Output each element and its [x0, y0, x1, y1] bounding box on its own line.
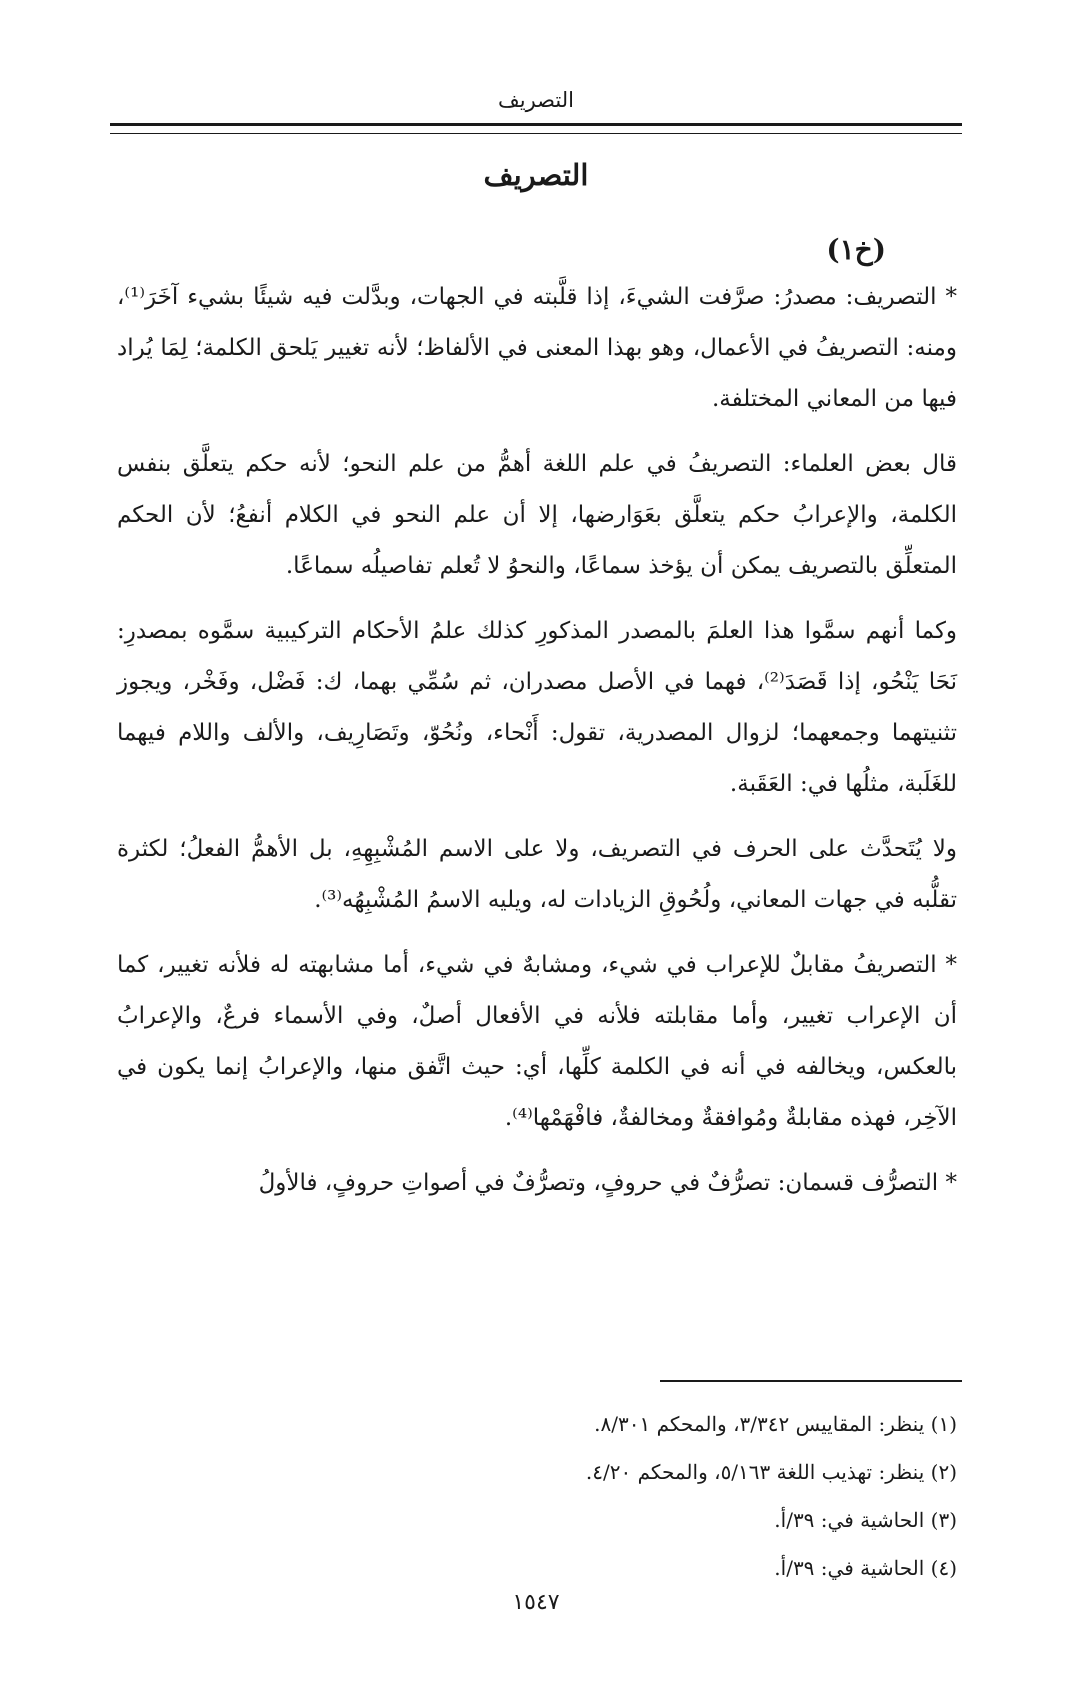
manuscript-marker: (خ١) [826, 233, 886, 266]
footnote: (١) ينظر: المقاييس ٣/٣٤٢، والمحكم ٨/٣٠١. [594, 1412, 957, 1436]
page-number: ١٥٤٧ [512, 1590, 560, 1615]
paragraph: * التصريف: مصدرُ: صرَّفت الشيءَ، إذا قلَّبته في الجهات، وبدَّلت فيه شيئًا بشيء آخَرَ⁽¹⁾، ومنه: التصريفُ في الأعمال، وهو بهذا المعنى في الألفاظ؛ لأنه تغيير يَلحق الكلمة؛ لِمَا يُراد فيها من المعاني المختلفة. [117, 284, 957, 412]
footnote-separator [660, 1380, 962, 1382]
footnote: (٢) ينظر: تهذيب اللغة ٥/١٦٣، والمحكم ٤/٢٠. [585, 1460, 957, 1484]
chapter-title: التصريف [483, 158, 589, 192]
paragraph: * التصريفُ مقابلٌ للإعراب في شيء، ومشابهٌ في شيء، أما مشابهته له فلأنه تغيير، كما أن الإعراب تغيير، وأما مقابلته فلأنه في الأفعال أصلٌ، وفي الأسماء فرعٌ، والإعرابُ بالعكس، ويخالفه في أنه في الكلمة كلِّها، أي: حيث اتَّفق منها، والإعرابُ إنما يكون في الآخِر، فهذه مقابلةٌ ومُوافقةٌ ومخالفةٌ، فافْهَمْها⁽⁴⁾. [117, 952, 957, 1131]
paragraph: * التصرُّف قسمان: تصرُّفٌ في حروفٍ، وتصرُّفٌ في أصواتِ حروفٍ، فالأولُ [258, 1170, 957, 1196]
header-rule-thick [110, 123, 962, 126]
paragraph: وكما أنهم سمَّوا هذا العلمَ بالمصدر المذكورِ كذلك علمُ الأحكام التركيبية سمَّوه بمصدرِ: نَحَا يَنْحُو، إذا قَصَدَ⁽²⁾، فهما في الأصل مصدران، ثم سُمِّي بهما، ك: فَضْل، وفَخْر، ويجوز تثنيتهما وجمعهما؛ لزوال المصدرية، تقول: أَنْحاء، ونُحُوّ، وتَصَارِيف، والألف واللام فيهما للغَلَبة، مثلُها في: العَقَبة. [117, 618, 957, 797]
paragraph: قال بعض العلماء: التصريفُ في علم اللغة أهمُّ من علم النحو؛ لأنه حكم يتعلَّق بنفس الكلمة، والإعرابُ حكم يتعلَّق بعَوَارضها، إلا أن علم النحو في الكلام أنفعُ؛ لأن الحكم المتعلِّق بالتصريف يمكن أن يؤخذ سماعًا، والنحوُ لا تُعلم تفاصيلُه سماعًا. [117, 451, 957, 579]
header-rule-thin [110, 133, 962, 134]
footnote: (٣) الحاشية في: ٣٩/أ. [774, 1508, 957, 1532]
main-text [117, 272, 957, 1223]
paragraph: ولا يُتَحدَّث على الحرف في التصريف، ولا على الاسم المُشْبِهِهِ، بل الأهمُّ الفعلُ؛ لكثرة تقلُّبه في جهات المعاني، ولُحُوقِ الزيادات له، ويليه الاسمُ المُشْبِهُه⁽³⁾. [117, 836, 957, 913]
footnote: (٤) الحاشية في: ٣٩/أ. [774, 1556, 957, 1580]
running-header: التصريف [498, 88, 574, 112]
footnotes [117, 1400, 957, 1592]
